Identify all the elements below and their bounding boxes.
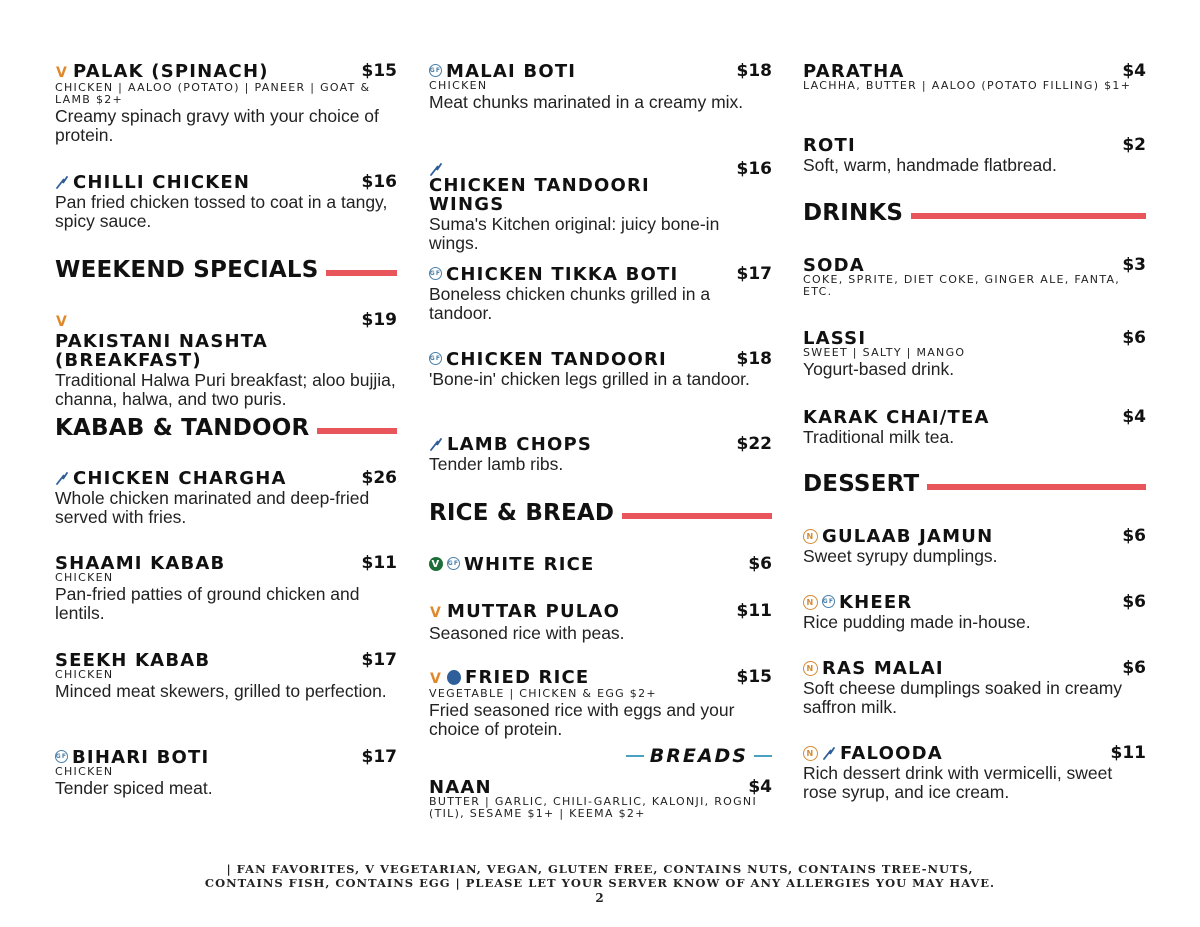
item-description: Traditional Halwa Puri breakfast; aloo bujjia, channa, halwa, and two puris. <box>55 370 396 409</box>
section-divider <box>927 484 1146 490</box>
menu-item-chicken-tandoori-wings <box>429 160 772 253</box>
item-price: $11 <box>361 553 397 573</box>
item-options: CHICKEN <box>55 765 114 778</box>
menu-item-palak <box>55 62 397 145</box>
item-options: LACHHA, BUTTER | AALOO (POTATO FILLING) $1+ <box>803 79 1132 92</box>
item-options: VEGETABLE | CHICKEN & EGG $2+ <box>429 687 657 700</box>
fan-favorite-icon <box>55 471 69 485</box>
item-price: $17 <box>361 650 397 670</box>
menu-item-muttar-pulao <box>429 602 772 643</box>
item-name: SODA <box>803 255 865 276</box>
menu-item-kheer <box>803 593 1146 632</box>
item-description: Minced meat skewers, grilled to perfection. <box>55 681 387 701</box>
item-name: SHAAMI KABAB <box>55 553 226 574</box>
section-title: WEEKEND SPECIALS <box>55 257 319 283</box>
legend-line-1: | FAN FAVORITES, V VEGETARIAN, VEGAN, GLUTEN FREE, CONTAINS NUTS, CONTAINS TREE-NUTS, <box>226 862 974 876</box>
menu-item-chicken-tandoori <box>429 350 772 389</box>
vegetarian-icon: V <box>55 65 69 81</box>
menu-item-ras-malai <box>803 659 1146 717</box>
fan-favorite-icon <box>822 746 836 760</box>
item-name: PALAK (SPINACH) <box>73 61 269 82</box>
item-price: $11 <box>736 601 772 621</box>
item-name: CHICKEN TANDOORI WINGS <box>429 175 650 215</box>
contains-egg-icon <box>447 670 461 685</box>
item-description: Creamy spinach gravy with your choice of protein. <box>55 106 379 145</box>
item-name: WHITE RICE <box>464 554 595 575</box>
section-header-weekend-specials <box>55 257 397 283</box>
item-price: $6 <box>1122 526 1146 546</box>
menu-item-soda <box>803 256 1146 298</box>
item-name: NAAN <box>429 777 492 798</box>
item-description: Soft, warm, handmade flatbread. <box>803 155 1057 175</box>
item-options: CHICKEN | AALOO (POTATO) | PANEER | GOAT & LAMB $2+ <box>55 81 371 106</box>
item-description: 'Bone-in' chicken legs grilled in a tandoor. <box>429 369 750 389</box>
item-name: FALOODA <box>840 743 943 764</box>
item-price: $15 <box>736 667 772 687</box>
menu-item-chilli-chicken <box>55 173 397 231</box>
gluten-free-icon: GF <box>822 595 835 608</box>
item-description: Boneless chicken chunks grilled in a tandoor. <box>429 284 711 323</box>
item-price: $4 <box>748 777 772 797</box>
item-name: CHILLI CHICKEN <box>73 172 251 193</box>
section-header-kabab-tandoor <box>55 415 397 441</box>
item-name: LASSI <box>803 328 867 349</box>
menu-item-gulaab-jamun <box>803 527 1146 566</box>
page-number: 2 <box>595 891 605 905</box>
contains-nuts-icon: N <box>803 595 818 610</box>
gluten-free-icon: GF <box>429 352 442 365</box>
item-name: CHICKEN TANDOORI <box>446 349 667 370</box>
gluten-free-icon: GF <box>429 267 442 280</box>
item-options: CHICKEN <box>55 668 114 681</box>
vegetarian-icon: V <box>429 671 443 687</box>
item-price: $15 <box>361 61 397 81</box>
vegetarian-icon: V <box>55 314 69 330</box>
section-title: KABAB & TANDOOR <box>55 415 310 441</box>
item-name: PAKISTANI NASHTA (BREAKFAST) <box>55 331 268 371</box>
item-name: CHICKEN TIKKA BOTI <box>446 264 679 285</box>
section-header-drinks <box>803 200 1146 226</box>
breads-divider-left <box>626 755 644 757</box>
item-description: Whole chicken marinated and deep-fried served with fries. <box>55 488 370 527</box>
item-price: $16 <box>736 159 772 179</box>
vegetarian-icon: V <box>429 605 443 621</box>
item-name: GULAAB JAMUN <box>822 526 994 547</box>
item-price: $2 <box>1122 135 1146 155</box>
menu-item-bihari-boti <box>55 748 397 798</box>
item-price: $4 <box>1122 61 1146 81</box>
item-description: Fried seasoned rice with eggs and your choice of protein. <box>429 700 735 739</box>
item-description: Tender lamb ribs. <box>429 454 564 474</box>
item-name: MALAI BOTI <box>446 61 577 82</box>
menu-item-roti <box>803 136 1146 175</box>
menu-item-lamb-chops <box>429 435 772 474</box>
section-divider <box>622 513 772 519</box>
menu-item-naan <box>429 778 772 820</box>
item-description: Suma's Kitchen original: juicy bone-in wings. <box>429 214 720 253</box>
item-name: KARAK CHAI/TEA <box>803 407 990 428</box>
item-price: $18 <box>736 61 772 81</box>
item-description: Meat chunks marinated in a creamy mix. <box>429 92 744 112</box>
item-price: $16 <box>361 172 397 192</box>
menu-item-chicken-chargha <box>55 469 397 527</box>
item-price: $6 <box>1122 592 1146 612</box>
item-description: Soft cheese dumplings soaked in creamy saffron milk. <box>803 678 1123 717</box>
item-options: CHICKEN <box>429 79 488 92</box>
menu-item-lassi <box>803 329 1146 379</box>
vegan-icon: V <box>429 557 443 571</box>
item-description: Rich dessert drink with vermicelli, sweet rose syrup, and ice cream. <box>803 763 1113 802</box>
item-name: KHEER <box>839 592 913 613</box>
menu-item-pakistani-nashta <box>55 311 397 409</box>
item-price: $6 <box>1122 658 1146 678</box>
allergen-legend <box>0 862 1200 905</box>
item-price: $3 <box>1122 255 1146 275</box>
item-name: MUTTAR PULAO <box>447 601 621 622</box>
item-description: Pan-fried patties of ground chicken and lentils. <box>55 584 360 623</box>
item-name: SEEKH KABAB <box>55 650 211 671</box>
section-header-rice-bread <box>429 500 772 526</box>
item-name: ROTI <box>803 135 856 156</box>
section-title: DESSERT <box>803 471 920 497</box>
menu-item-fried-rice <box>429 668 772 739</box>
item-name: CHICKEN CHARGHA <box>73 468 287 489</box>
gluten-free-icon: GF <box>55 750 68 763</box>
legend-line-2: CONTAINS FISH, CONTAINS EGG | PLEASE LET YOUR SERVER KNOW OF ANY ALLERGIES YOU MAY HAVE. <box>204 876 996 890</box>
item-options: SWEET | SALTY | MANGO <box>803 346 966 359</box>
item-description: Seasoned rice with peas. <box>429 623 625 643</box>
item-description: Pan fried chicken tossed to coat in a tangy, spicy sauce. <box>55 192 388 231</box>
breads-divider-right <box>754 755 772 757</box>
item-description: Traditional milk tea. <box>803 427 955 447</box>
item-name: LAMB CHOPS <box>447 434 593 455</box>
menu-item-malai-boti <box>429 62 772 112</box>
gluten-free-icon: GF <box>447 557 460 570</box>
item-options: COKE, SPRITE, DIET COKE, GINGER ALE, FANTA, ETC. <box>803 273 1121 298</box>
item-description: Tender spiced meat. <box>55 778 213 798</box>
section-divider <box>326 270 397 276</box>
item-price: $17 <box>361 747 397 767</box>
menu-item-seekh-kabab <box>55 651 397 701</box>
item-options: CHICKEN <box>55 571 114 584</box>
item-options: BUTTER | GARLIC, CHILI-GARLIC, KALONJI, ROGNI (TIL), SESAME $1+ | KEEMA $2+ <box>429 795 757 820</box>
item-price: $17 <box>736 264 772 284</box>
item-price: $22 <box>736 434 772 454</box>
menu-item-chicken-tikka-boti <box>429 265 772 323</box>
item-price: $4 <box>1122 407 1146 427</box>
menu-item-shaami-kabab <box>55 554 397 623</box>
subsection-title: BREADS <box>649 745 748 767</box>
item-price: $26 <box>361 468 397 488</box>
fan-favorite-icon <box>429 162 443 176</box>
section-header-dessert <box>803 471 1146 497</box>
contains-nuts-icon: N <box>803 746 818 761</box>
contains-nuts-icon: N <box>803 529 818 544</box>
section-title: RICE & BREAD <box>429 500 615 526</box>
subsection-breads <box>429 745 772 767</box>
fan-favorite-icon <box>55 175 69 189</box>
item-price: $6 <box>1122 328 1146 348</box>
item-name: RAS MALAI <box>822 658 944 679</box>
gluten-free-icon: GF <box>429 64 442 77</box>
section-divider <box>911 213 1146 219</box>
item-price: $19 <box>361 310 397 330</box>
menu-item-white-rice <box>429 555 772 574</box>
item-price: $11 <box>1110 743 1146 763</box>
section-divider <box>317 428 397 434</box>
item-price: $6 <box>748 554 772 574</box>
item-description: Yogurt-based drink. <box>803 359 955 379</box>
item-name: PARATHA <box>803 61 905 82</box>
item-name: FRIED RICE <box>465 667 590 688</box>
item-price: $18 <box>736 349 772 369</box>
item-name: BIHARI BOTI <box>72 747 210 768</box>
menu-item-karak-chai <box>803 408 1146 447</box>
item-description: Sweet syrupy dumplings. <box>803 546 998 566</box>
fan-favorite-icon <box>429 437 443 451</box>
contains-nuts-icon: N <box>803 661 818 676</box>
section-title: DRINKS <box>803 200 904 226</box>
menu-item-paratha <box>803 62 1146 92</box>
item-description: Rice pudding made in-house. <box>803 612 1031 632</box>
menu-item-falooda <box>803 744 1146 802</box>
